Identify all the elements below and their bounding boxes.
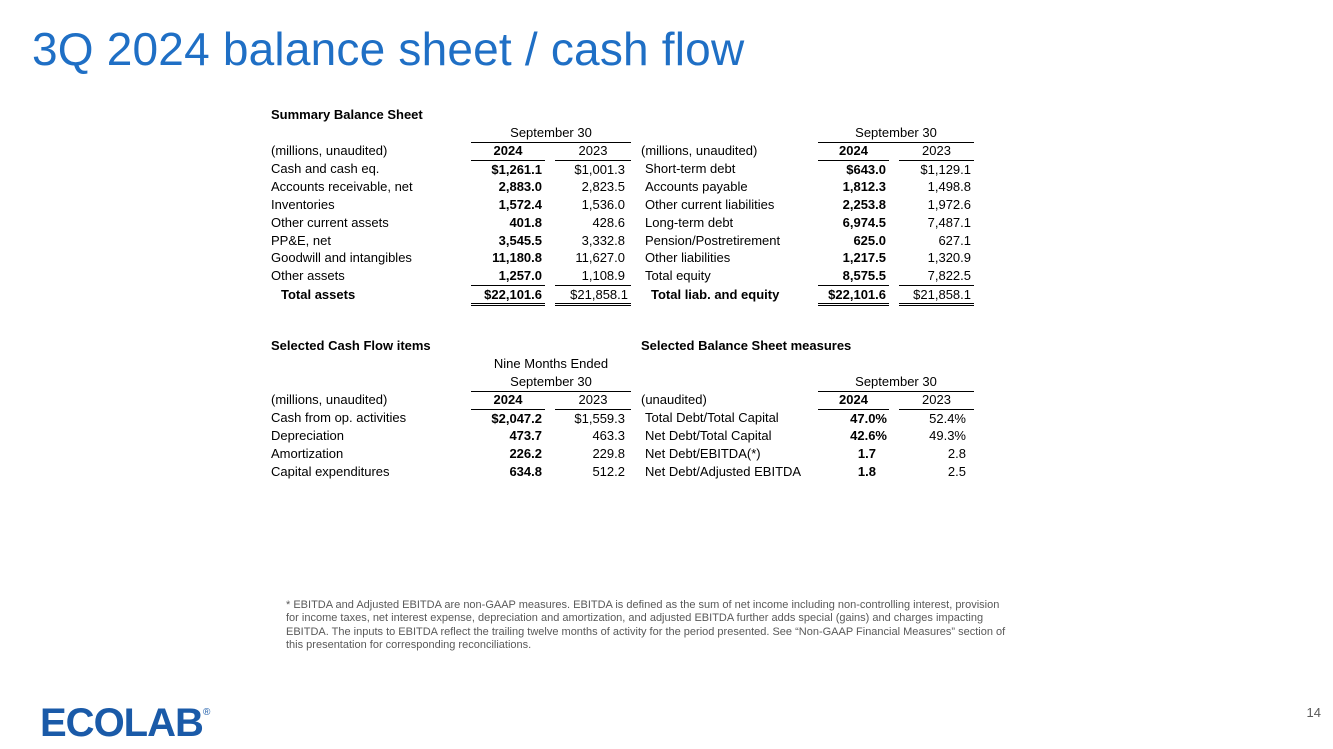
row-label: Total equity [645, 268, 711, 284]
value-2024: 8,575.5 [818, 267, 889, 285]
table-row [271, 160, 631, 178]
value-2024: 1.7 [857, 446, 876, 462]
value-2024: 401.8 [509, 214, 542, 230]
slide-title: 3Q 2024 balance sheet / cash flow [32, 23, 745, 75]
year-2024-header: 2024 [471, 391, 545, 409]
value-2024: 634.8 [509, 463, 542, 479]
row-label: Other current liabilities [645, 197, 775, 213]
value-2023: 7,822.5 [899, 267, 974, 285]
table-row [641, 463, 974, 481]
row-label: Short-term debt [645, 161, 736, 177]
assets-unit-label: (millions, unaudited) [271, 143, 388, 159]
value-2023: $1,001.3 [574, 161, 625, 177]
row-label: Accounts receivable, net [271, 179, 413, 195]
logo-registered-mark: ® [203, 707, 211, 718]
liabilities-period-label: September 30 [855, 125, 937, 140]
value-2024: 42.6% [850, 428, 887, 444]
year-2023-header: 2023 [555, 142, 631, 160]
row-label: Net Debt/Adjusted EBITDA [645, 463, 802, 479]
balance-sheet-title: Summary Balance Sheet [271, 107, 423, 122]
value-2024: 226.2 [509, 446, 542, 462]
measures-table [641, 391, 974, 481]
value-2023: 229.8 [592, 446, 625, 462]
table-row [641, 196, 974, 214]
value-2023: 512.2 [592, 463, 625, 479]
value-2024: 2,883.0 [498, 179, 542, 195]
table-row [271, 232, 631, 250]
table-row [271, 409, 631, 427]
row-label: Net Debt/EBITDA(*) [645, 446, 761, 462]
value-2024: 1,217.5 [842, 250, 886, 266]
row-label: Amortization [271, 446, 344, 462]
total-liabilities-label: Total liab. and equity [651, 287, 780, 303]
value-2024: 2,253.8 [842, 197, 886, 213]
assets-table [271, 142, 631, 306]
value-2023: 11,627.0 [575, 250, 625, 266]
table-row [641, 214, 974, 232]
row-label: Total Debt/Total Capital [645, 410, 779, 426]
value-2023: 1,536.0 [581, 197, 625, 213]
row-label: PP&E, net [271, 232, 331, 248]
value-2024: 47.0% [850, 410, 887, 426]
total-assets-2023: $21,858.1 [555, 285, 631, 305]
total-row [641, 285, 974, 305]
table-row [641, 160, 974, 178]
table-row [271, 196, 631, 214]
ebitda-footnote: * EBITDA and Adjusted EBITDA are non-GAAP measures. EBITDA is defined as the sum of net income including non-controlling interest, provision for income taxes, net interest expense, depreciation and amortization, and adjusted EBITDA further adds special (gains) and charges impacting EBITDA. The inputs to EBITDA reflect the trailing twelve months of activity for the period presented. See “Non-GAAP Financial Measures” section of this presentation for corresponding reconciliations. [286, 599, 1006, 652]
row-label: Capital expenditures [271, 463, 390, 479]
value-2024: 1,572.4 [498, 197, 542, 213]
table-row [271, 267, 631, 285]
table-row [271, 249, 631, 267]
value-2024: 11,180.8 [492, 250, 542, 266]
value-2023: 3,332.8 [581, 232, 625, 248]
table-row [641, 249, 974, 267]
row-label: Goodwill and intangibles [271, 250, 412, 266]
table-row [641, 409, 974, 427]
value-2024: $643.0 [846, 161, 886, 177]
value-2023: 7,487.1 [927, 214, 971, 230]
table-row [271, 427, 631, 445]
logo-text: ECOLAB [40, 701, 203, 740]
value-2023: 52.4% [929, 410, 966, 426]
value-2023: 49.3% [929, 428, 966, 444]
year-2024-header: 2024 [818, 142, 889, 160]
liabilities-table [641, 142, 974, 306]
total-liabilities-2024: $22,101.6 [818, 285, 889, 305]
row-label: Pension/Postretirement [645, 232, 781, 248]
value-2023: 428.6 [592, 214, 625, 230]
page-number: 14 [1306, 705, 1321, 720]
value-2023: 1,498.8 [927, 179, 971, 195]
cash-flow-period-line1: Nine Months Ended [493, 356, 609, 371]
assets-period-label: September 30 [510, 125, 592, 140]
year-2023-header: 2023 [899, 391, 974, 409]
row-label: Long-term debt [645, 214, 734, 230]
cash-flow-title: Selected Cash Flow items [271, 338, 431, 353]
value-2024: 3,545.5 [498, 232, 542, 248]
year-2023-header: 2023 [899, 142, 974, 160]
value-2024: 625.0 [853, 232, 886, 248]
total-liabilities-2023: $21,858.1 [899, 285, 974, 305]
value-2023: 1,320.9 [927, 250, 971, 266]
row-label: Net Debt/Total Capital [645, 428, 772, 444]
table-row [271, 178, 631, 196]
table-row [641, 178, 974, 196]
table-row [271, 214, 631, 232]
row-label: Accounts payable [645, 179, 748, 195]
value-2023: 2,823.5 [581, 179, 625, 195]
ecolab-logo [40, 700, 215, 745]
measures-title: Selected Balance Sheet measures [641, 338, 852, 353]
value-2023: $1,559.3 [574, 410, 625, 426]
table-row [271, 445, 631, 463]
row-label: Other current assets [271, 214, 389, 230]
value-2023: 2.5 [947, 463, 966, 479]
liabilities-unit-label: (millions, unaudited) [641, 143, 758, 159]
table-row [271, 463, 631, 481]
value-2024: 6,974.5 [842, 214, 886, 230]
table-row [641, 427, 974, 445]
row-label: Other liabilities [645, 250, 731, 266]
cash-flow-period-line2: September 30 [510, 374, 592, 389]
row-label: Inventories [271, 197, 335, 213]
cash-flow-unit-label: (millions, unaudited) [271, 392, 388, 408]
cash-flow-table [271, 391, 631, 481]
total-assets-label: Total assets [281, 287, 356, 303]
row-label: Depreciation [271, 428, 344, 444]
year-2024-header: 2024 [471, 142, 545, 160]
value-2024: 1.8 [857, 463, 876, 479]
value-2023: 1,972.6 [927, 197, 971, 213]
value-2024: 473.7 [509, 428, 542, 444]
value-2024: $2,047.2 [491, 410, 542, 426]
row-label: Cash from op. activities [271, 410, 407, 426]
row-label: Cash and cash eq. [271, 161, 380, 177]
value-2024: 1,257.0 [471, 267, 545, 285]
year-2024-header: 2024 [818, 391, 889, 409]
total-assets-2024: $22,101.6 [471, 285, 545, 305]
measures-period-label: September 30 [855, 374, 937, 389]
value-2023: 627.1 [938, 232, 971, 248]
measures-unit-label: (unaudited) [641, 392, 707, 408]
value-2024: 1,812.3 [842, 179, 886, 195]
table-row [641, 232, 974, 250]
table-row [641, 267, 974, 285]
row-label: Other assets [271, 268, 345, 284]
year-2023-header: 2023 [555, 391, 631, 409]
value-2023: 1,108.9 [555, 267, 631, 285]
value-2024: $1,261.1 [491, 161, 542, 177]
value-2023: $1,129.1 [920, 161, 971, 177]
value-2023: 463.3 [592, 428, 625, 444]
total-row [271, 285, 631, 305]
table-row [641, 445, 974, 463]
value-2023: 2.8 [947, 446, 966, 462]
